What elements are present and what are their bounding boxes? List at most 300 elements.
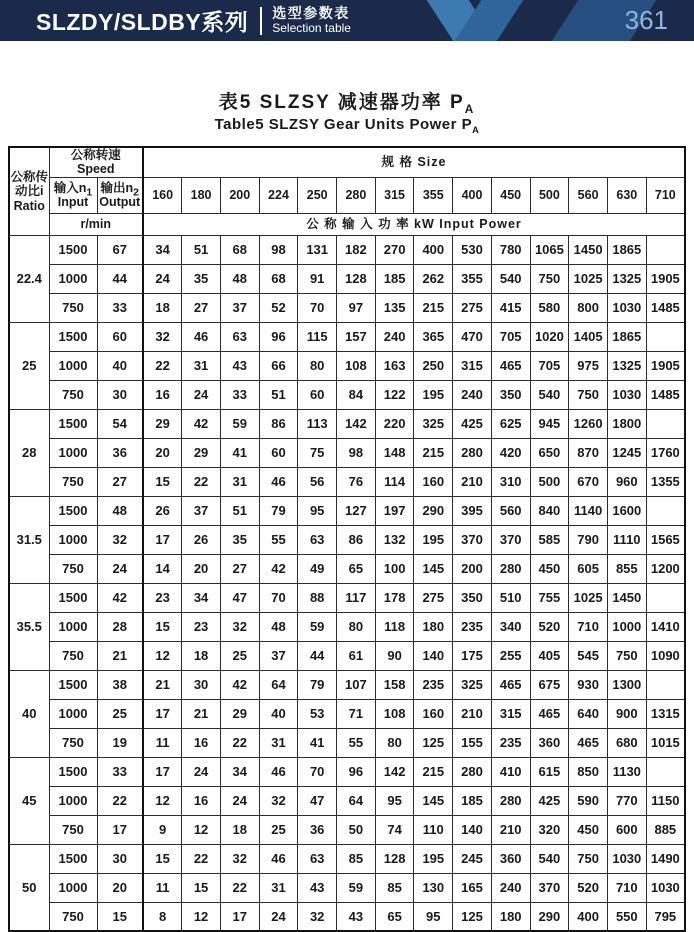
power-value-cell: 640 (569, 699, 608, 728)
header-subtitle-en: Selection table (272, 20, 351, 35)
size-column-header: 250 (298, 177, 337, 213)
power-value-cell: 48 (220, 264, 259, 293)
power-value-cell: 27 (182, 293, 221, 322)
output-speed-cell: 15 (97, 902, 143, 931)
power-value-cell: 790 (569, 525, 608, 554)
power-value-cell: 355 (453, 264, 492, 293)
power-value-cell: 35 (182, 264, 221, 293)
power-value-cell: 127 (337, 496, 376, 525)
input-speed-cell: 1500 (49, 670, 97, 699)
power-value-cell: 275 (453, 293, 492, 322)
power-value-cell: 885 (646, 815, 685, 844)
power-value-cell: 75 (298, 438, 337, 467)
power-value-cell: 22 (143, 351, 182, 380)
power-value-cell: 140 (414, 641, 453, 670)
power-value-cell: 110 (414, 815, 453, 844)
power-value-cell: 157 (337, 322, 376, 351)
output-header-sub: 2 (133, 187, 139, 199)
power-value-cell: 420 (491, 438, 530, 467)
power-value-cell: 1355 (646, 467, 685, 496)
output-speed-cell: 36 (97, 438, 143, 467)
power-value-cell: 240 (491, 873, 530, 902)
input-speed-cell: 1000 (49, 873, 97, 902)
output-speed-cell: 60 (97, 322, 143, 351)
input-header-sub: 1 (86, 187, 93, 199)
power-value-cell: 91 (298, 264, 337, 293)
power-value-cell (646, 757, 685, 786)
power-value-cell: 325 (453, 670, 492, 699)
power-value-cell: 850 (569, 757, 608, 786)
power-value-cell: 31 (259, 873, 298, 902)
power-value-cell: 235 (453, 612, 492, 641)
page-header (0, 0, 694, 41)
output-speed-cell: 48 (97, 496, 143, 525)
input-speed-cell: 1000 (49, 351, 97, 380)
power-value-cell: 132 (375, 525, 414, 554)
input-speed-cell: 1000 (49, 612, 97, 641)
power-value-cell: 750 (569, 380, 608, 409)
power-value-cell: 131 (298, 235, 337, 264)
power-value-cell: 465 (491, 351, 530, 380)
ratio-cell: 22.4 (9, 235, 49, 322)
power-value-cell: 1905 (646, 264, 685, 293)
power-value-cell: 48 (259, 612, 298, 641)
power-value-cell: 195 (414, 844, 453, 873)
power-value-cell: 750 (607, 641, 646, 670)
power-value-cell: 405 (530, 641, 569, 670)
page-number: 361 (624, 5, 668, 35)
power-value-cell: 1110 (607, 525, 646, 554)
output-speed-cell: 24 (97, 554, 143, 583)
power-value-cell: 1260 (569, 409, 608, 438)
power-value-cell: 43 (337, 902, 376, 931)
power-value-cell: 21 (143, 670, 182, 699)
header-row-groups (9, 147, 685, 177)
power-value-cell: 42 (182, 409, 221, 438)
power-value-cell: 23 (143, 583, 182, 612)
power-value-cell: 20 (143, 438, 182, 467)
header-subtitle (272, 6, 351, 35)
power-value-cell: 145 (414, 786, 453, 815)
output-speed-cell: 17 (97, 815, 143, 844)
power-value-cell: 33 (220, 380, 259, 409)
power-value-cell: 17 (143, 699, 182, 728)
power-value-cell (646, 496, 685, 525)
power-value-cell: 80 (337, 612, 376, 641)
output-speed-cell: 30 (97, 380, 143, 409)
power-value-cell: 96 (337, 757, 376, 786)
power-value-cell: 42 (220, 670, 259, 699)
power-value-cell: 280 (453, 757, 492, 786)
power-value-cell: 142 (337, 409, 376, 438)
table-title-cn (0, 87, 694, 114)
power-value-cell: 680 (607, 728, 646, 757)
power-value-cell: 1130 (607, 757, 646, 786)
power-value-cell: 22 (220, 873, 259, 902)
power-value-cell: 68 (220, 235, 259, 264)
title-subscript: A (472, 125, 480, 135)
power-value-cell: 43 (220, 351, 259, 380)
input-speed-cell: 1000 (49, 438, 97, 467)
power-value-cell: 1865 (607, 322, 646, 351)
power-value-cell: 66 (259, 351, 298, 380)
power-value-cell: 108 (375, 699, 414, 728)
power-value-cell: 17 (143, 757, 182, 786)
power-value-cell: 1450 (607, 583, 646, 612)
power-value-cell: 59 (298, 612, 337, 641)
speed-header-cn: 公称转速 (70, 148, 121, 162)
power-value-cell: 37 (182, 496, 221, 525)
power-value-cell: 350 (453, 583, 492, 612)
power-value-cell: 400 (414, 235, 453, 264)
power-table (8, 146, 686, 932)
power-value-cell: 930 (569, 670, 608, 699)
power-value-cell (646, 670, 685, 699)
power-value-cell: 1030 (646, 873, 685, 902)
table-row (9, 525, 685, 554)
power-value-cell: 18 (182, 641, 221, 670)
header-row-units (9, 213, 685, 235)
power-value-cell: 59 (337, 873, 376, 902)
power-value-cell: 145 (414, 554, 453, 583)
power-value-cell: 280 (453, 438, 492, 467)
power-value-cell: 235 (414, 670, 453, 699)
output-speed-cell: 40 (97, 351, 143, 380)
size-column-header: 710 (646, 177, 685, 213)
power-value-cell: 128 (337, 264, 376, 293)
power-value-cell: 55 (337, 728, 376, 757)
power-value-cell: 750 (569, 844, 608, 873)
power-value-cell: 1485 (646, 380, 685, 409)
power-value-cell: 95 (375, 786, 414, 815)
power-value-cell: 98 (337, 438, 376, 467)
power-value-cell: 262 (414, 264, 453, 293)
power-value-cell: 1450 (569, 235, 608, 264)
power-value-cell: 128 (375, 844, 414, 873)
power-value-cell: 24 (259, 902, 298, 931)
power-value-cell: 780 (491, 235, 530, 264)
power-value-cell: 1800 (607, 409, 646, 438)
table-row (9, 496, 685, 525)
size-column-header: 224 (259, 177, 298, 213)
output-speed-cell: 22 (97, 786, 143, 815)
power-value-cell: 16 (182, 786, 221, 815)
power-value-cell: 315 (453, 351, 492, 380)
power-value-cell: 240 (453, 380, 492, 409)
power-value-cell: 465 (530, 699, 569, 728)
power-value-cell: 114 (375, 467, 414, 496)
power-value-cell: 17 (220, 902, 259, 931)
table-title-en-text: Table5 SLZSY Gear Units Power P (214, 116, 473, 133)
power-value-cell: 280 (491, 786, 530, 815)
table-row (9, 351, 685, 380)
power-value-cell: 370 (530, 873, 569, 902)
power-value-cell: 125 (414, 728, 453, 757)
input-speed-cell: 1500 (49, 322, 97, 351)
output-speed-header (97, 177, 143, 213)
power-value-cell: 44 (298, 641, 337, 670)
power-value-cell: 175 (453, 641, 492, 670)
input-speed-cell: 1500 (49, 844, 97, 873)
power-value-cell: 795 (646, 902, 685, 931)
power-value-cell: 9 (143, 815, 182, 844)
output-header-cn: 输出n (100, 180, 134, 195)
input-speed-cell: 750 (49, 902, 97, 931)
power-value-cell: 142 (375, 757, 414, 786)
input-speed-cell: 1500 (49, 757, 97, 786)
power-value-cell: 1025 (569, 264, 608, 293)
table-row (9, 293, 685, 322)
power-value-cell: 25 (220, 641, 259, 670)
power-value-cell: 1245 (607, 438, 646, 467)
power-value-cell: 900 (607, 699, 646, 728)
table-row (9, 786, 685, 815)
power-table-body (9, 235, 685, 931)
input-speed-cell: 750 (49, 728, 97, 757)
power-value-cell: 64 (259, 670, 298, 699)
ratio-cell: 28 (9, 409, 49, 496)
power-value-cell: 800 (569, 293, 608, 322)
power-value-cell: 600 (607, 815, 646, 844)
table-row (9, 815, 685, 844)
output-speed-cell: 19 (97, 728, 143, 757)
input-header-cn: 输入n (53, 180, 87, 195)
power-value-cell: 185 (453, 786, 492, 815)
power-value-cell: 1565 (646, 525, 685, 554)
power-value-cell: 465 (491, 670, 530, 699)
power-value-cell: 210 (491, 815, 530, 844)
size-column-header: 560 (569, 177, 608, 213)
power-value-cell: 96 (259, 322, 298, 351)
power-value-cell: 37 (220, 293, 259, 322)
power-value-cell: 41 (220, 438, 259, 467)
power-value-cell: 530 (453, 235, 492, 264)
power-value-cell: 52 (259, 293, 298, 322)
output-speed-cell: 33 (97, 757, 143, 786)
power-value-cell: 51 (220, 496, 259, 525)
power-value-cell: 113 (298, 409, 337, 438)
table-row (9, 467, 685, 496)
power-value-cell: 24 (143, 264, 182, 293)
power-value-cell: 70 (298, 293, 337, 322)
ratio-cell: 25 (9, 322, 49, 409)
speed-group-header (49, 147, 143, 177)
input-speed-cell: 750 (49, 815, 97, 844)
power-value-cell: 43 (298, 873, 337, 902)
power-value-cell: 425 (453, 409, 492, 438)
power-value-cell: 11 (143, 728, 182, 757)
input-speed-cell: 1000 (49, 264, 97, 293)
input-speed-cell: 1500 (49, 496, 97, 525)
power-value-cell: 1485 (646, 293, 685, 322)
power-value-cell: 415 (491, 293, 530, 322)
power-value-cell: 47 (298, 786, 337, 815)
power-value-cell: 1600 (607, 496, 646, 525)
power-value-cell: 705 (530, 351, 569, 380)
power-value-cell: 360 (491, 844, 530, 873)
output-speed-cell: 44 (97, 264, 143, 293)
power-value-cell: 26 (143, 496, 182, 525)
output-speed-cell: 21 (97, 641, 143, 670)
power-value-cell: 1325 (607, 264, 646, 293)
power-value-cell: 1325 (607, 351, 646, 380)
power-value-cell: 70 (259, 583, 298, 612)
power-value-cell: 22 (182, 844, 221, 873)
input-speed-cell: 750 (49, 380, 97, 409)
power-value-cell: 32 (298, 902, 337, 931)
table-row (9, 438, 685, 467)
power-value-cell: 360 (530, 728, 569, 757)
table-row (9, 757, 685, 786)
power-value-cell: 1140 (569, 496, 608, 525)
power-value-cell: 450 (530, 554, 569, 583)
input-power-header: 公 称 输 入 功 率 kW Input Power (143, 213, 685, 235)
power-value-cell: 163 (375, 351, 414, 380)
power-value-cell: 34 (220, 757, 259, 786)
power-value-cell: 46 (182, 322, 221, 351)
power-value-cell: 180 (414, 612, 453, 641)
table-title-cn-text: 表5 SLZSY 减速器功率 P (218, 92, 465, 113)
power-value-cell: 510 (491, 583, 530, 612)
power-value-cell: 107 (337, 670, 376, 699)
power-value-cell: 34 (182, 583, 221, 612)
power-value-cell: 540 (530, 844, 569, 873)
output-speed-cell: 54 (97, 409, 143, 438)
power-value-cell: 84 (337, 380, 376, 409)
input-speed-cell: 750 (49, 293, 97, 322)
output-speed-cell: 30 (97, 844, 143, 873)
power-value-cell (646, 409, 685, 438)
power-value-cell: 465 (569, 728, 608, 757)
size-group-header: 规 格 Size (143, 147, 685, 177)
power-value-cell: 770 (607, 786, 646, 815)
power-value-cell: 290 (414, 496, 453, 525)
power-value-cell: 240 (375, 322, 414, 351)
power-value-cell: 560 (491, 496, 530, 525)
power-value-cell: 47 (220, 583, 259, 612)
power-value-cell: 540 (530, 380, 569, 409)
power-value-cell: 12 (182, 902, 221, 931)
table-row (9, 409, 685, 438)
power-value-cell: 100 (375, 554, 414, 583)
power-value-cell: 315 (491, 699, 530, 728)
power-value-cell: 40 (259, 699, 298, 728)
power-value-cell: 370 (453, 525, 492, 554)
power-value-cell: 1200 (646, 554, 685, 583)
power-value-cell: 182 (337, 235, 376, 264)
power-value-cell: 750 (530, 264, 569, 293)
output-speed-cell: 67 (97, 235, 143, 264)
power-value-cell: 65 (337, 554, 376, 583)
power-value-cell: 51 (182, 235, 221, 264)
power-value-cell: 140 (453, 815, 492, 844)
power-value-cell: 165 (453, 873, 492, 902)
power-value-cell: 12 (143, 786, 182, 815)
power-value-cell: 590 (569, 786, 608, 815)
power-value-cell: 60 (259, 438, 298, 467)
power-value-cell: 215 (414, 438, 453, 467)
power-value-cell: 122 (375, 380, 414, 409)
power-value-cell: 395 (453, 496, 492, 525)
power-value-cell: 250 (414, 351, 453, 380)
power-value-cell: 17 (143, 525, 182, 554)
power-value-cell: 22 (220, 728, 259, 757)
power-value-cell: 1150 (646, 786, 685, 815)
power-value-cell: 29 (143, 409, 182, 438)
power-value-cell: 1315 (646, 699, 685, 728)
power-value-cell: 15 (182, 873, 221, 902)
power-value-cell: 25 (259, 815, 298, 844)
power-value-cell: 53 (298, 699, 337, 728)
input-speed-header (49, 177, 97, 213)
input-speed-cell: 1500 (49, 235, 97, 264)
ratio-cell: 40 (9, 670, 49, 757)
power-value-cell: 195 (414, 525, 453, 554)
power-value-cell: 18 (220, 815, 259, 844)
power-value-cell: 85 (337, 844, 376, 873)
size-column-header: 280 (337, 177, 376, 213)
power-value-cell: 30 (182, 670, 221, 699)
power-value-cell: 49 (298, 554, 337, 583)
power-value-cell: 21 (182, 699, 221, 728)
power-value-cell: 975 (569, 351, 608, 380)
power-value-cell: 255 (491, 641, 530, 670)
table-row (9, 699, 685, 728)
power-value-cell: 160 (414, 699, 453, 728)
power-value-cell: 80 (298, 351, 337, 380)
power-value-cell: 125 (453, 902, 492, 931)
power-value-cell: 31 (259, 728, 298, 757)
speed-header-en: Speed (77, 162, 115, 177)
power-value-cell: 22 (182, 467, 221, 496)
power-value-cell: 195 (414, 380, 453, 409)
power-value-cell: 35 (220, 525, 259, 554)
power-value-cell: 24 (182, 757, 221, 786)
power-value-cell: 88 (298, 583, 337, 612)
table-row (9, 873, 685, 902)
power-value-cell: 425 (530, 786, 569, 815)
ratio-header-en: Ratio (13, 198, 45, 213)
power-value-cell: 325 (414, 409, 453, 438)
power-value-cell: 1090 (646, 641, 685, 670)
power-value-cell: 370 (491, 525, 530, 554)
power-value-cell: 1905 (646, 351, 685, 380)
power-value-cell: 14 (143, 554, 182, 583)
power-value-cell: 24 (220, 786, 259, 815)
power-value-cell: 16 (182, 728, 221, 757)
table-row (9, 641, 685, 670)
power-value-cell: 29 (220, 699, 259, 728)
power-value-cell: 12 (182, 815, 221, 844)
header-divider (260, 7, 262, 35)
power-value-cell: 15 (143, 844, 182, 873)
power-value-cell: 63 (298, 844, 337, 873)
size-column-header: 450 (491, 177, 530, 213)
power-value-cell: 12 (143, 641, 182, 670)
size-column-header: 355 (414, 177, 453, 213)
power-value-cell: 31 (182, 351, 221, 380)
power-value-cell: 1865 (607, 235, 646, 264)
power-value-cell: 32 (220, 844, 259, 873)
power-value-cell: 450 (569, 815, 608, 844)
size-column-header: 160 (143, 177, 182, 213)
power-value-cell: 220 (375, 409, 414, 438)
power-value-cell: 130 (414, 873, 453, 902)
power-value-cell: 32 (259, 786, 298, 815)
power-value-cell: 95 (298, 496, 337, 525)
power-value-cell: 280 (491, 554, 530, 583)
power-value-cell: 365 (414, 322, 453, 351)
